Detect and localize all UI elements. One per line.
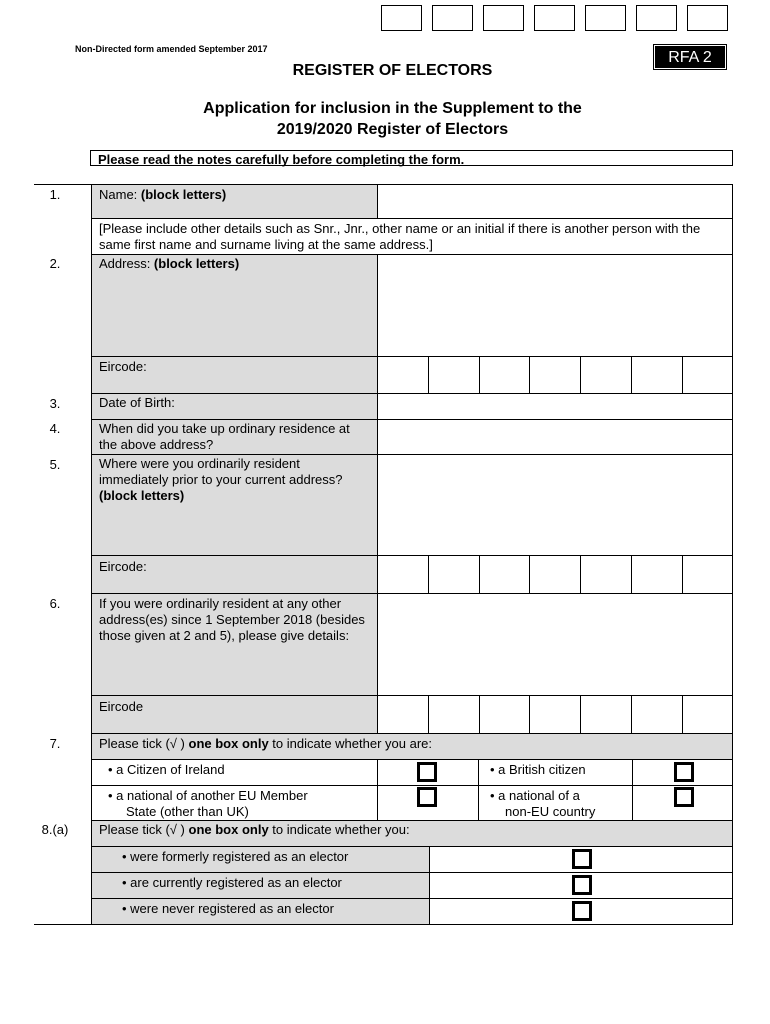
q2-eircode-char-7[interactable] [682, 356, 733, 394]
q7-british-checkbox[interactable] [674, 762, 694, 782]
q2-eircode-char-5[interactable] [580, 356, 632, 394]
q1-note: [Please include other details such as Snr., Jnr., other name or an initial if there is another person with the same first name and surname living at the same address.] [99, 221, 701, 252]
row-rule-1 [34, 184, 91, 185]
q8-number: 8.(a) [41, 822, 69, 837]
q4-number: 4. [49, 421, 61, 436]
q5-eircode-char-3[interactable] [479, 555, 530, 594]
q6-eircode-char-4[interactable] [529, 695, 581, 734]
q6-eircode-char-5[interactable] [580, 695, 632, 734]
q8-formerly-checkbox[interactable] [572, 849, 592, 869]
code-box-3[interactable] [483, 5, 524, 31]
q6-eircode-char-1[interactable] [377, 695, 429, 734]
q1-label: Name: (block letters) [99, 187, 227, 202]
date-of-birth-field[interactable] [377, 393, 733, 420]
q5-eircode-label: Eircode: [99, 559, 147, 574]
notice-box: Please read the notes carefully before completing the form. [90, 150, 733, 166]
q7-option-british: • a British citizen [490, 762, 586, 777]
name-field[interactable] [377, 184, 733, 219]
q6-label: If you were ordinarily resident at any other address(es) since 1 September 2018 (besides those given at 2 and 5), please give details: [99, 596, 365, 643]
page-subtitle-line1: Application for inclusion in the Supplement to the [203, 100, 582, 117]
q4-label: When did you take up ordinary residence at the above address? [99, 421, 350, 452]
q8-option-never: • were never registered as an elector [122, 901, 334, 916]
q8-never-checkbox[interactable] [572, 901, 592, 921]
q5-eircode-char-2[interactable] [428, 555, 480, 594]
q7-number: 7. [49, 736, 61, 751]
q6-eircode-char-6[interactable] [631, 695, 683, 734]
q6-eircode-char-2[interactable] [428, 695, 480, 734]
q8-question: Please tick (√ ) one box only to indicate whether you: [99, 822, 410, 837]
previous-address-field[interactable] [377, 454, 733, 556]
q2-eircode-char-1[interactable] [377, 356, 429, 394]
q5-eircode-char-4[interactable] [529, 555, 581, 594]
q5-eircode-char-5[interactable] [580, 555, 632, 594]
q6-eircode-char-7[interactable] [682, 695, 733, 734]
q2-eircode-label: Eircode: [99, 359, 147, 374]
page-subtitle-line2: 2019/2020 Register of Electors [276, 121, 509, 138]
code-box-5[interactable] [585, 5, 626, 31]
q2-eircode-char-4[interactable] [529, 356, 581, 394]
q6-number: 6. [49, 596, 61, 611]
table-bottom-rule [34, 924, 733, 925]
q5-number: 5. [49, 457, 61, 472]
q7-question: Please tick (√ ) one box only to indicate whether you are: [99, 736, 432, 751]
q5-eircode-char-1[interactable] [377, 555, 429, 594]
q7-noneu-checkbox[interactable] [674, 787, 694, 807]
q3-number: 3. [49, 396, 61, 411]
q1-number: 1. [49, 187, 61, 202]
q2-eircode-char-6[interactable] [631, 356, 683, 394]
q7-option-noneu-line1: • a national of a [490, 788, 580, 803]
q7-option-eu-line1: • a national of another EU Member [108, 788, 308, 803]
code-box-1[interactable] [381, 5, 422, 31]
q7-option-eu-line2: State (other than UK) [126, 804, 249, 819]
q8-option-formerly: • were formerly registered as an elector [122, 849, 349, 864]
q5-eircode-char-7[interactable] [682, 555, 733, 594]
code-box-7[interactable] [687, 5, 728, 31]
q7-eu-checkbox[interactable] [417, 787, 437, 807]
q6-eircode-label: Eircode [99, 699, 144, 714]
q8-currently-checkbox[interactable] [572, 875, 592, 895]
page-title: REGISTER OF ELECTORS [292, 62, 493, 79]
form-code-badge: RFA 2 [653, 44, 727, 70]
residence-start-field[interactable] [377, 419, 733, 455]
q2-eircode-char-3[interactable] [479, 356, 530, 394]
q6-eircode-char-3[interactable] [479, 695, 530, 734]
q2-number: 2. [49, 256, 61, 271]
q3-label: Date of Birth: [99, 395, 175, 410]
code-box-4[interactable] [534, 5, 575, 31]
q2-label: Address: (block letters) [99, 256, 240, 271]
q2-eircode-char-2[interactable] [428, 356, 480, 394]
q8-option-currently: • are currently registered as an elector [122, 875, 342, 890]
q5-label: Where were you ordinarily resident immediately prior to your current address? (block letters) [99, 456, 343, 503]
q7-option-noneu-line2: non-EU country [505, 804, 596, 819]
code-box-2[interactable] [432, 5, 473, 31]
other-addresses-field[interactable] [377, 593, 733, 696]
form-amendment-note: Non-Directed form amended September 2017 [75, 44, 268, 54]
code-box-6[interactable] [636, 5, 677, 31]
q7-option-ireland: • a Citizen of Ireland [108, 762, 225, 777]
q7-ireland-checkbox[interactable] [417, 762, 437, 782]
address-field[interactable] [377, 254, 733, 357]
q5-eircode-char-6[interactable] [631, 555, 683, 594]
